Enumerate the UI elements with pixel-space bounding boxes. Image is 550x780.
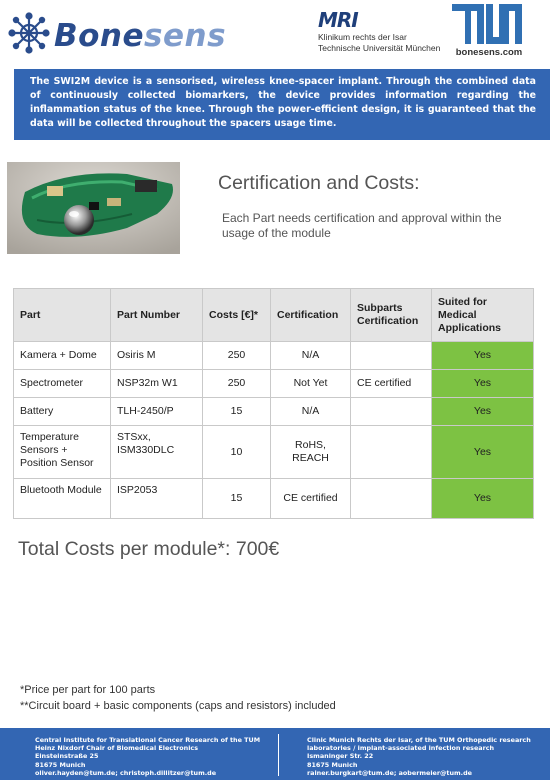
footer-left-line: Central Institute for Translational Cancer Research of the TUM [35, 736, 261, 744]
mri-logo-block [318, 8, 440, 54]
footer-right-email: rainer.burgkart@tum.de; aobermeier@tum.de [307, 768, 473, 777]
cell-part: Battery [14, 398, 111, 426]
intro-text: The SWI2M device is a sensorised, wireless knee-spacer implant. Through the combined data of continuously collected biomarkers, the device provides information regarding the inflammation status of the knee. Through the power-efficient design, it is guaranteed that the data will be collected throughout the spacers usage time. [30, 76, 536, 129]
table-row [14, 479, 534, 519]
device-photo [7, 162, 180, 254]
cell-subparts [351, 342, 432, 370]
header-subparts: Subparts Certification [351, 289, 432, 342]
cell-suited: Yes [432, 370, 534, 398]
intro-banner [14, 69, 550, 140]
cell-suited: Yes [432, 479, 534, 519]
footer-left-address [35, 736, 260, 777]
total-costs: Total Costs per module*: 700€ [18, 538, 280, 560]
cell-certification: N/A [271, 398, 351, 426]
table-row [14, 398, 534, 426]
cell-costs: 15 [203, 398, 271, 426]
footer-left-line: Einsteinstraße 25 [35, 752, 99, 761]
cell-suited: Yes [432, 426, 534, 479]
cell-certification: RoHS, REACH [271, 426, 351, 479]
mri-line1: Klinikum rechts der Isar [318, 32, 407, 42]
footer-right-line: Ismaninger Str. 22 [307, 752, 374, 761]
brand-part2: sens [144, 18, 227, 54]
tum-logo [452, 4, 522, 44]
cell-part-number: STSxx, ISM330DLC [111, 426, 203, 479]
footer-right-line: laboratories / implant-associated infection research [307, 744, 495, 753]
header-suited: Suited for Medical Applications [432, 289, 534, 342]
table-row [14, 342, 534, 370]
header-part-number: Part Number [111, 289, 203, 342]
bone-network-logo-icon [6, 10, 52, 56]
cell-subparts [351, 426, 432, 479]
footnote-components: **Circuit board + basic components (caps and resistors) included [20, 700, 336, 712]
tum-logo-block [452, 4, 526, 58]
mri-logo: MRI [318, 8, 358, 32]
header-certification: Certification [271, 289, 351, 342]
brand-part1: Bone [54, 18, 145, 54]
footer-divider [278, 734, 279, 776]
cell-part: Temperature Sensors + Position Sensor [14, 426, 111, 479]
cell-costs: 250 [203, 370, 271, 398]
footer-left-email: oliver.hayden@tum.de; christoph.dillitzer@tum.de [35, 768, 217, 777]
website-label: bonesens.com [455, 47, 523, 58]
parts-table [13, 288, 534, 519]
table-row [14, 370, 534, 398]
mri-line2: Technische Universität München [318, 43, 441, 53]
cell-part: Bluetooth Module [14, 479, 111, 519]
cell-part: Kamera + Dome [14, 342, 111, 370]
cell-part-number: TLH-2450/P [111, 398, 203, 426]
footer-right-address [307, 736, 531, 777]
cell-certification: N/A [271, 342, 351, 370]
cell-part-number: Osiris M [111, 342, 203, 370]
cell-part: Spectrometer [14, 370, 111, 398]
cell-subparts [351, 398, 432, 426]
table-header-row [14, 289, 534, 342]
cell-suited: Yes [432, 342, 534, 370]
section-note: Each Part needs certification and approval within the usage of the module [222, 211, 502, 240]
cell-costs: 10 [203, 426, 271, 479]
footer-left-line: 81675 Munich [35, 760, 86, 769]
page-footer [0, 728, 550, 780]
table-row [14, 426, 534, 479]
cell-certification: Not Yet [271, 370, 351, 398]
cell-subparts [351, 479, 432, 519]
footnote-price: *Price per part for 100 parts [20, 684, 156, 696]
page-header [0, 0, 550, 70]
cell-part-number: NSP32m W1 [111, 370, 203, 398]
cell-costs: 250 [203, 342, 271, 370]
cell-subparts: CE certified [351, 370, 432, 398]
footer-right-line: Clinic Munich Rechts der Isar, of the TUM Orthopedic research [307, 736, 531, 744]
header-costs: Costs [€]* [203, 289, 271, 342]
cell-part-number: ISP2053 [111, 479, 203, 519]
footer-left-line: Heinz Nixdorf Chair of Biomedical Electronics [35, 744, 198, 753]
section-title: Certification and Costs: [218, 172, 420, 194]
bonesens-wordmark [54, 18, 226, 54]
cell-certification: CE certified [271, 479, 351, 519]
cell-suited: Yes [432, 398, 534, 426]
footer-right-line: 81675 Munich [307, 760, 358, 769]
cell-costs: 15 [203, 479, 271, 519]
header-part: Part [14, 289, 111, 342]
